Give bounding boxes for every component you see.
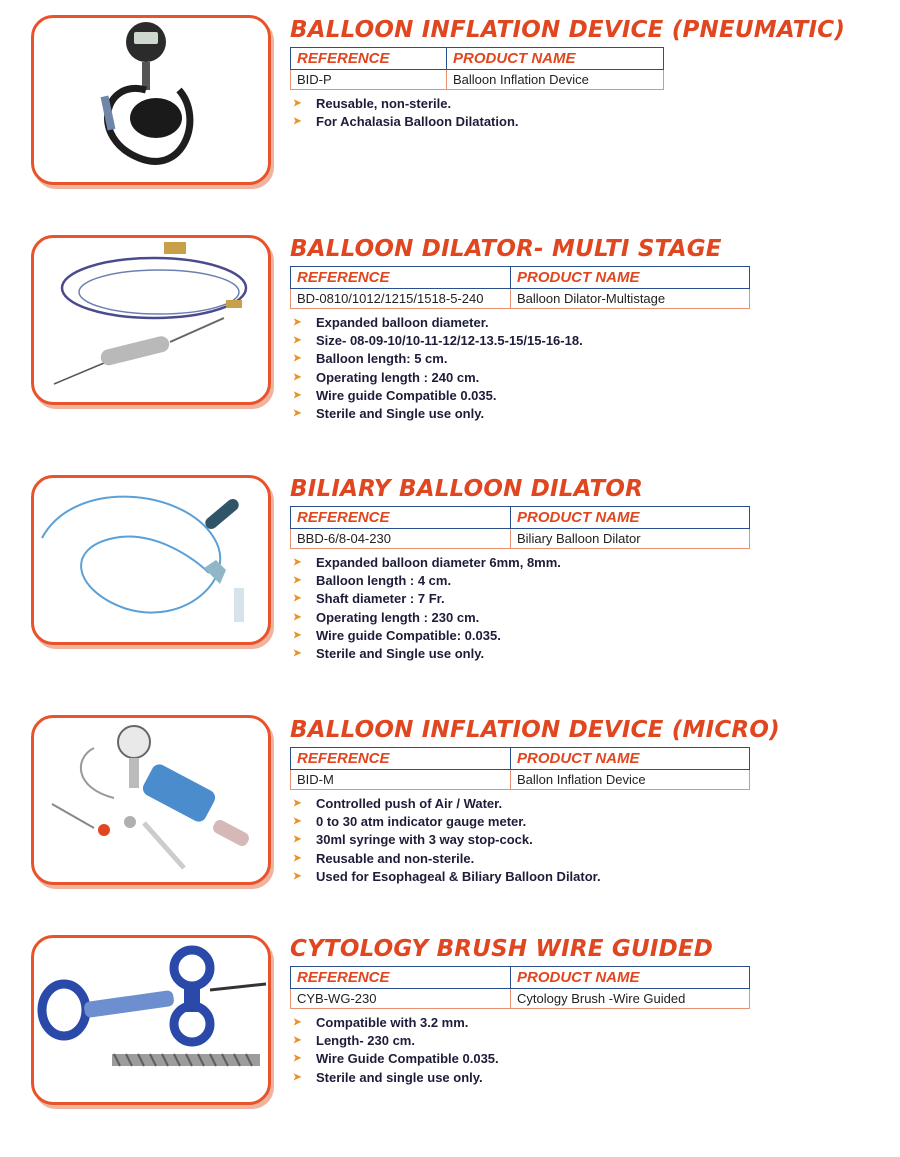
list-item: ➤ Sterile and Single use only. xyxy=(293,646,485,662)
multistage-balloon-dilator-image xyxy=(34,238,268,402)
arrow-bullet-icon: ➤ xyxy=(293,389,302,401)
product-name-header: PRODUCT NAME xyxy=(511,748,750,770)
product-name-value: Cytology Brush -Wire Guided xyxy=(511,989,750,1009)
list-item: ➤ Operating length : 240 cm. xyxy=(293,369,480,385)
list-item: ➤ Size- 08-09-10/10-11-12/12-13.5-15/15-16-18. xyxy=(293,333,583,349)
list-item: ➤ Sterile and Single use only. xyxy=(293,406,485,422)
list-item: ➤ Expanded balloon diameter. xyxy=(293,315,489,330)
arrow-bullet-icon: ➤ xyxy=(293,317,302,328)
product-name-value: Balloon Dilator-Multistage xyxy=(511,289,750,309)
feature-list xyxy=(290,554,561,663)
arrow-bullet-icon: ➤ xyxy=(293,98,302,109)
product-name-header: PRODUCT NAME xyxy=(511,507,750,529)
arrow-bullet-icon: ➤ xyxy=(293,1035,302,1047)
arrow-bullet-icon: ➤ xyxy=(293,852,302,864)
reference-table xyxy=(290,747,750,790)
list-item: ➤ Wire guide Compatible: 0.035. xyxy=(293,627,501,643)
arrow-bullet-icon: ➤ xyxy=(293,371,302,383)
biliary-balloon-dilator-image xyxy=(34,478,268,642)
arrow-bullet-icon: ➤ xyxy=(293,1017,302,1028)
reference-table xyxy=(290,47,664,90)
list-item: ➤ For Achalasia Balloon Dilatation. xyxy=(293,114,519,130)
list-item: ➤ Wire Guide Compatible 0.035. xyxy=(293,1051,499,1067)
reference-value: BBD-6/8-04-230 xyxy=(291,529,511,549)
reference-table xyxy=(290,266,750,309)
product-title: BALLOON DILATOR- MULTI STAGE xyxy=(290,236,722,262)
product-name-value: Balloon Inflation Device xyxy=(447,70,664,90)
list-item: ➤ Compatible with 3.2 mm. xyxy=(293,1015,469,1030)
list-item: ➤ Balloon length: 5 cm. xyxy=(293,351,448,367)
reference-value: BD-0810/1012/1215/1518-5-240 xyxy=(291,289,511,309)
list-item: ➤ Wire guide Compatible 0.035. xyxy=(293,387,497,403)
arrow-bullet-icon: ➤ xyxy=(293,798,302,809)
list-item: ➤ Length- 230 cm. xyxy=(293,1033,415,1049)
arrow-bullet-icon: ➤ xyxy=(293,575,302,587)
arrow-bullet-icon: ➤ xyxy=(293,353,302,365)
arrow-bullet-icon: ➤ xyxy=(293,593,302,605)
reference-value: CYB-WG-230 xyxy=(291,989,511,1009)
arrow-bullet-icon: ➤ xyxy=(293,557,302,568)
product-image-frame xyxy=(31,15,271,185)
list-item: ➤ Controlled push of Air / Water. xyxy=(293,796,503,811)
feature-list xyxy=(290,95,519,131)
list-item: ➤ Reusable, non-sterile. xyxy=(293,96,452,111)
product-image-frame xyxy=(31,475,271,645)
product-image-frame xyxy=(31,935,271,1105)
reference-value: BID-M xyxy=(291,770,511,790)
arrow-bullet-icon: ➤ xyxy=(293,1071,302,1083)
list-item: ➤ Used for Esophageal & Biliary Balloon Dilator. xyxy=(293,868,601,884)
reference-header: REFERENCE xyxy=(291,967,511,989)
arrow-bullet-icon: ➤ xyxy=(293,1053,302,1065)
micro-inflation-device-image xyxy=(34,718,268,882)
product-image-frame xyxy=(31,715,271,885)
reference-value: BID-P xyxy=(291,70,447,90)
reference-table xyxy=(290,506,750,549)
product-name-header: PRODUCT NAME xyxy=(511,967,750,989)
arrow-bullet-icon: ➤ xyxy=(293,611,302,623)
product-title: BALLOON INFLATION DEVICE (PNEUMATIC) xyxy=(290,17,846,43)
feature-list xyxy=(290,314,583,423)
arrow-bullet-icon: ➤ xyxy=(293,408,302,420)
arrow-bullet-icon: ➤ xyxy=(293,116,302,128)
product-title: BALLOON INFLATION DEVICE (MICRO) xyxy=(290,717,780,743)
list-item: ➤ 0 to 30 atm indicator gauge meter. xyxy=(293,814,527,830)
list-item: ➤ Sterile and single use only. xyxy=(293,1069,483,1085)
arrow-bullet-icon: ➤ xyxy=(293,648,302,660)
cytology-brush-image xyxy=(34,938,268,1102)
list-item: ➤ Operating length : 230 cm. xyxy=(293,609,480,625)
pneumatic-inflation-device-image xyxy=(34,18,268,182)
arrow-bullet-icon: ➤ xyxy=(293,335,302,347)
reference-header: REFERENCE xyxy=(291,48,447,70)
product-name-value: Biliary Balloon Dilator xyxy=(511,529,750,549)
product-image-frame xyxy=(31,235,271,405)
arrow-bullet-icon: ➤ xyxy=(293,870,302,882)
reference-header: REFERENCE xyxy=(291,267,511,289)
feature-list xyxy=(290,795,601,886)
reference-header: REFERENCE xyxy=(291,748,511,770)
arrow-bullet-icon: ➤ xyxy=(293,834,302,846)
reference-header: REFERENCE xyxy=(291,507,511,529)
arrow-bullet-icon: ➤ xyxy=(293,629,302,641)
product-name-value: Ballon Inflation Device xyxy=(511,770,750,790)
product-name-header: PRODUCT NAME xyxy=(447,48,664,70)
reference-table xyxy=(290,966,750,1009)
list-item: ➤ Reusable and non-sterile. xyxy=(293,850,475,866)
arrow-bullet-icon: ➤ xyxy=(293,816,302,828)
list-item: ➤ Expanded balloon diameter 6mm, 8mm. xyxy=(293,555,561,570)
product-name-header: PRODUCT NAME xyxy=(511,267,750,289)
list-item: ➤ 30ml syringe with 3 way stop-cock. xyxy=(293,832,533,848)
product-title: BILIARY BALLOON DILATOR xyxy=(290,476,644,502)
list-item: ➤ Balloon length : 4 cm. xyxy=(293,573,452,589)
feature-list xyxy=(290,1014,499,1087)
product-title: CYTOLOGY BRUSH WIRE GUIDED xyxy=(290,936,714,962)
list-item: ➤ Shaft diameter : 7 Fr. xyxy=(293,591,445,607)
